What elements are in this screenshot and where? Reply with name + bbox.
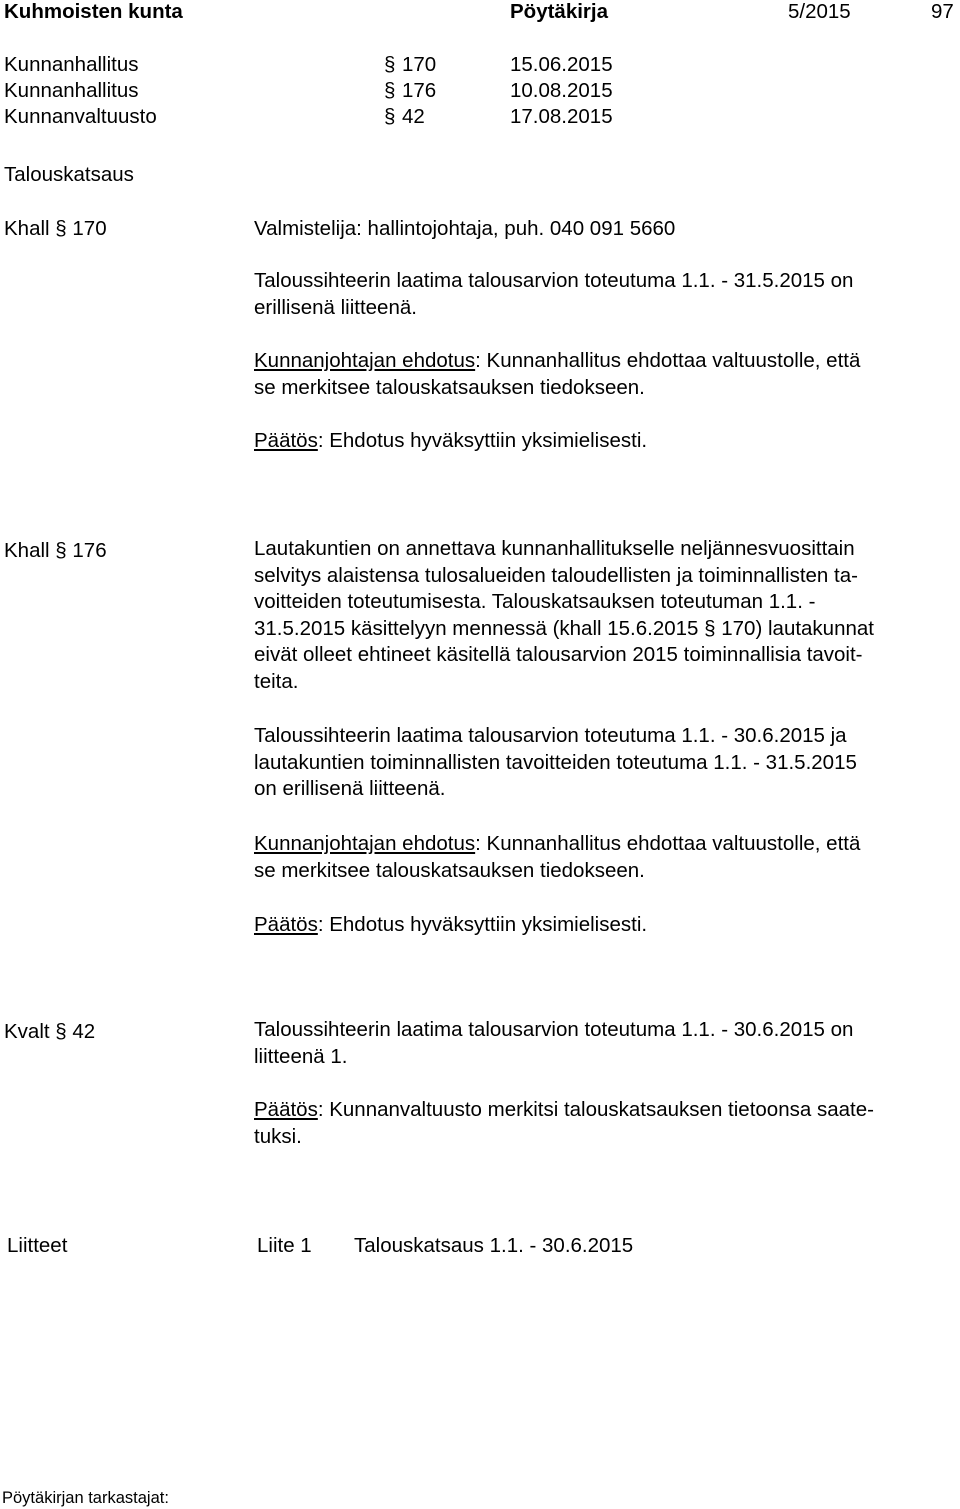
section-icon: § [55, 1020, 67, 1043]
doc-type: Pöytäkirja [510, 0, 608, 23]
kvalt-42-description [254, 1017, 954, 1070]
khall-176-decision [254, 912, 954, 939]
section-number: 42 [72, 1020, 96, 1043]
org-name: Kuhmoisten kunta [4, 0, 183, 23]
proposal-label: Kunnanjohtajan ehdotus [254, 832, 476, 855]
section-icon: § [55, 217, 67, 240]
decision-text: : Kunnanvaltuusto merkitsi talouskatsauksen tietoonsa saate- [317, 1098, 874, 1121]
khall-170-proposal [254, 348, 954, 401]
proposal-text: : Kunnanhallitus ehdottaa valtuustolle, että [475, 832, 861, 855]
proposal-text: se merkitsee talouskatsauksen tiedokseen. [254, 375, 645, 399]
khall-170-decision [254, 428, 954, 455]
section-icon: § [384, 53, 396, 76]
reference-date: 17.08.2015 [510, 105, 613, 128]
decision-text: : Ehdotus hyväksyttiin yksimielisesti. [317, 429, 648, 452]
issue-number: 5/2015 [788, 0, 851, 23]
decision-text: : Ehdotus hyväksyttiin yksimielisesti. [317, 913, 648, 936]
section-icon: § [704, 616, 716, 640]
attachments-label: Liitteet [7, 1234, 68, 1257]
page-number: 97 [931, 0, 954, 23]
section-number: 170 [72, 217, 107, 240]
decision-text: tuksi. [254, 1124, 302, 1148]
proposal-text: se merkitsee talouskatsauksen tiedokseen. [254, 858, 645, 882]
reference-body: Kunnanvaltuusto [4, 105, 157, 128]
khall-170-description [254, 268, 954, 321]
proposal-text: : Kunnanhallitus ehdottaa valtuustolle, että [475, 349, 861, 372]
text-line: 170) lautakunnat [715, 616, 874, 640]
khall-176-description [254, 536, 954, 695]
text-line: 31.5.2015 käsittelyyn mennessä (khall 15.6.2015 [254, 616, 705, 640]
proposal-label: Kunnanjohtajan ehdotus [254, 349, 476, 372]
text-line: liitteenä 1. [254, 1044, 348, 1068]
text-line: Taloussihteerin laatima talousarvion toteutuma 1.1. - 30.6.2015 on [254, 1018, 854, 1041]
section-kvalt-42-label [4, 1022, 95, 1043]
reference-body: Kunnanhallitus [4, 79, 139, 102]
section-khall-170-label [4, 219, 107, 240]
attachment-item-title: Talouskatsaus 1.1. - 30.6.2015 [354, 1234, 634, 1257]
khall-176-attachment-note [254, 723, 954, 803]
kvalt-42-decision [254, 1097, 954, 1150]
text-line: erillisenä liitteenä. [254, 295, 417, 319]
text-line: on erillisenä liitteenä. [254, 777, 446, 800]
text-line: Taloussihteerin laatima talousarvion toteutuma 1.1. - 31.5.2015 on [254, 269, 854, 292]
body-abbr: Khall [4, 217, 50, 240]
khall-176-proposal [254, 831, 954, 884]
attachment-item-label: Liite 1 [257, 1234, 312, 1257]
section-number: 176 [72, 539, 107, 562]
body-abbr: Kvalt [4, 1020, 50, 1043]
section-icon: § [384, 105, 396, 128]
text-line: selvitys alaistensa tulosalueiden taloudellisten ja toiminnallisten ta- [254, 563, 858, 587]
reference-number: 176 [402, 79, 437, 102]
text-line: Lautakuntien on annettava kunnanhallitukselle neljännesvuosittain [254, 537, 855, 560]
reference-body: Kunnanhallitus [4, 53, 139, 76]
text-line: teita. [254, 669, 299, 693]
text-line: Taloussihteerin laatima talousarvion toteutuma 1.1. - 30.6.2015 ja [254, 724, 847, 747]
text-line: eivät olleet ehtineet käsitellä talousarvion 2015 toiminnallisia tavoit- [254, 643, 863, 666]
reviewers-label: Pöytäkirjan tarkastajat: [2, 1489, 169, 1507]
section-icon: § [55, 539, 67, 562]
page-title: Talouskatsaus [4, 163, 134, 186]
text-line: voitteiden toteutumisesta. Talouskatsauksen toteutuman 1.1. - [254, 590, 816, 613]
decision-label: Päätös [254, 913, 318, 936]
reference-date: 10.08.2015 [510, 79, 613, 102]
reference-number: 42 [402, 105, 425, 128]
reference-date: 15.06.2015 [510, 53, 613, 76]
section-icon: § [384, 79, 396, 102]
decision-label: Päätös [254, 429, 318, 452]
body-abbr: Khall [4, 539, 50, 562]
preparer-line: Valmistelija: hallintojohtaja, puh. 040 091 5660 [254, 217, 676, 240]
decision-label: Päätös [254, 1098, 318, 1121]
reference-number: 170 [402, 53, 437, 76]
section-khall-176-label [4, 541, 107, 562]
text-line: lautakuntien toiminnallisten tavoitteiden toteutuma 1.1. - 31.5.2015 [254, 750, 857, 774]
